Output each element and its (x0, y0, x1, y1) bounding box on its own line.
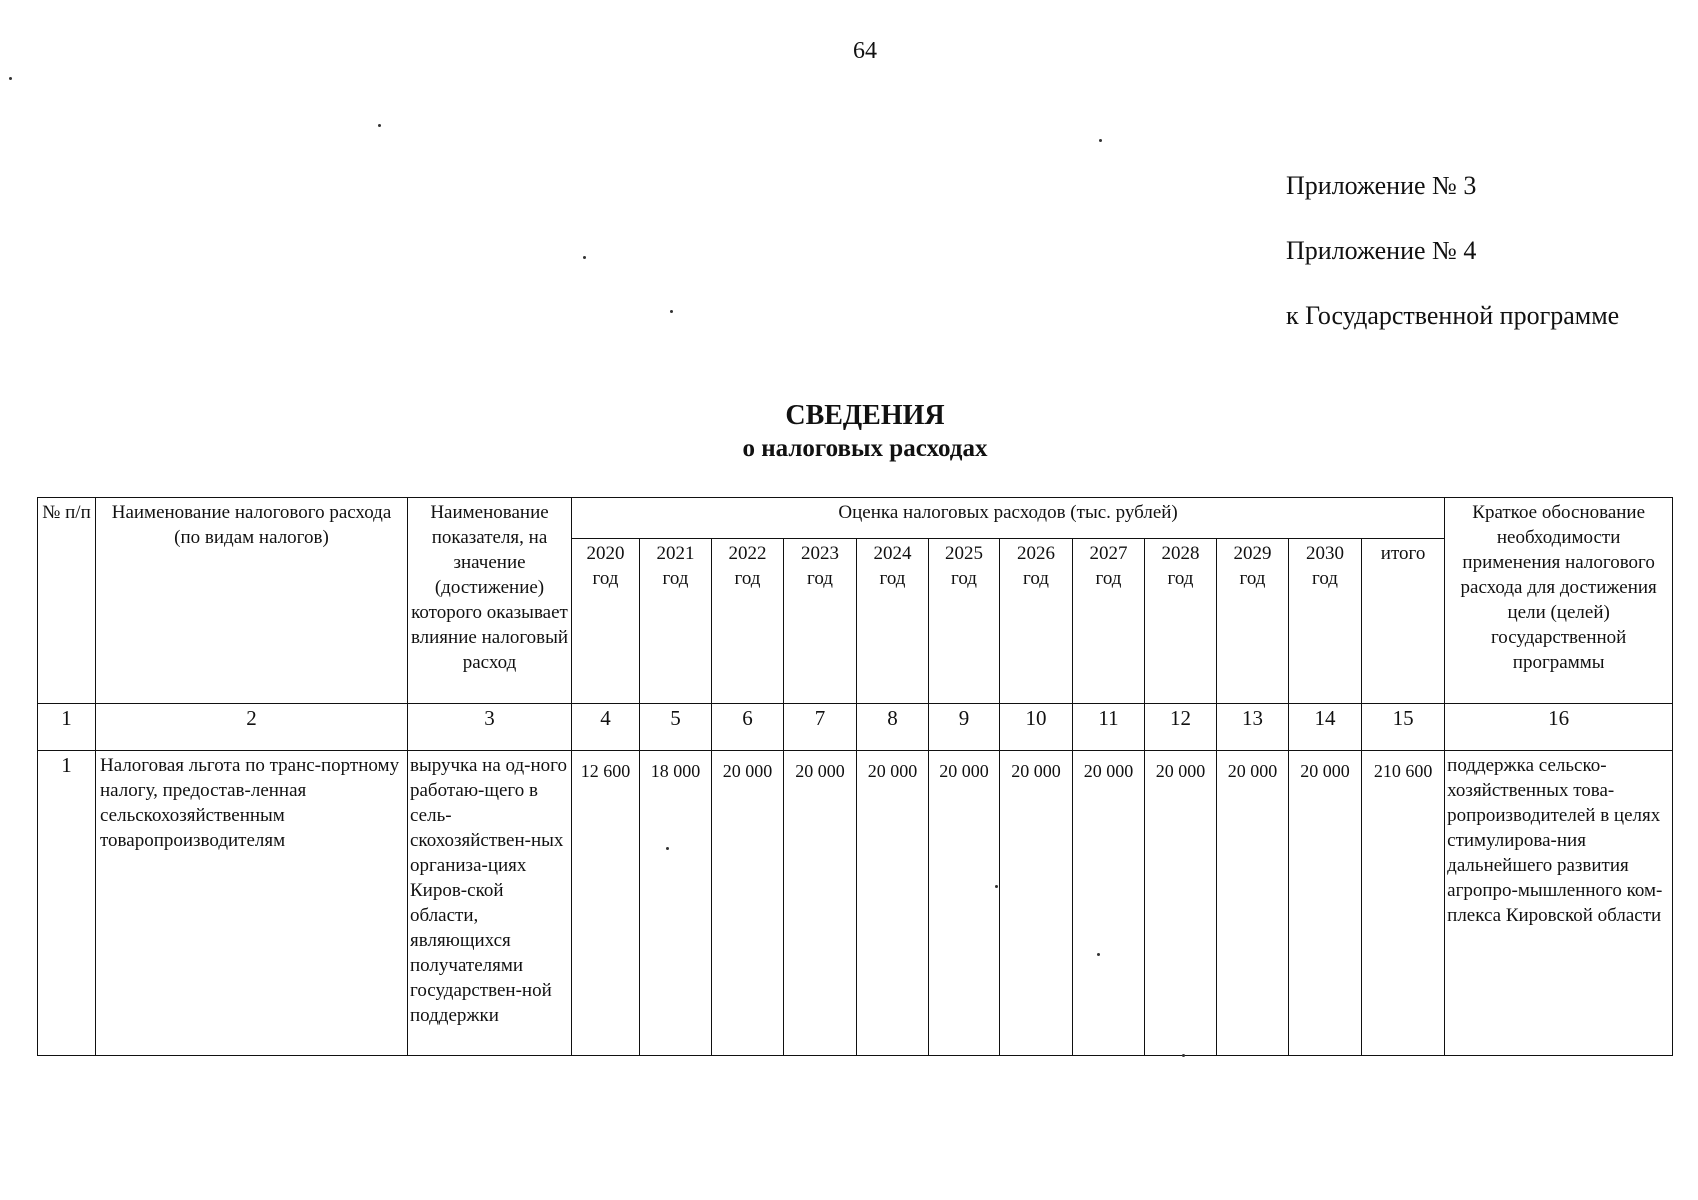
row-value-2023: 20 000 (784, 751, 857, 1056)
header-estimate: Оценка налоговых расходов (тыс. рублей) (572, 498, 1445, 539)
header-year-2029: 2029 год (1217, 539, 1289, 704)
column-number: 5 (640, 704, 712, 751)
scan-speck (378, 124, 381, 127)
row-num: 1 (38, 751, 96, 1056)
tax-expenditure-table (37, 497, 1673, 1056)
title-main: СВЕДЕНИЯ (785, 400, 945, 431)
column-number: 14 (1289, 704, 1362, 751)
column-number: 8 (857, 704, 929, 751)
header-name: Наименование налогового расхода (по видам налогов) (96, 498, 408, 704)
column-number: 16 (1445, 704, 1673, 751)
scan-speck (1099, 139, 1102, 142)
row-value-2026: 20 000 (1000, 751, 1073, 1056)
row-value-2024: 20 000 (857, 751, 929, 1056)
scan-speck (1097, 953, 1100, 956)
row-value-2021: 18 000 (640, 751, 712, 1056)
header-year-2020: 2020 год (572, 539, 640, 704)
column-number: 2 (96, 704, 408, 751)
column-number: 6 (712, 704, 784, 751)
table-row (38, 751, 1673, 1056)
column-number: 3 (408, 704, 572, 751)
header-total: итого (1362, 539, 1445, 704)
appendix-line-3: к Государственной программе (1286, 301, 1620, 330)
row-value-2030: 20 000 (1289, 751, 1362, 1056)
scan-speck (666, 847, 669, 850)
header-year-2022: 2022 год (712, 539, 784, 704)
row-justification: поддержка сельско-хозяйственных това-ропроизводителей в целях стимулирова-ния дальнейшего развития агропро-мышленного ком-плекса Кировской области (1445, 751, 1673, 1056)
column-number: 12 (1145, 704, 1217, 751)
row-value-2020: 12 600 (572, 751, 640, 1056)
header-year-2027: 2027 год (1073, 539, 1145, 704)
row-value-2027: 20 000 (1073, 751, 1145, 1056)
page-number: 64 (853, 38, 877, 64)
scan-speck (583, 256, 586, 259)
appendix-line-1: Приложение № 3 (1286, 171, 1477, 200)
header-year-2025: 2025 год (929, 539, 1000, 704)
header-year-2030: 2030 год (1289, 539, 1362, 704)
row-value-2029: 20 000 (1217, 751, 1289, 1056)
row-value-2025: 20 000 (929, 751, 1000, 1056)
header-year-2023: 2023 год (784, 539, 857, 704)
row-indicator: выручка на од-ного работаю-щего в сель-скохозяйствен-ных организа-циях Киров-ской области, являющихся получателями государствен-ной поддержки (408, 751, 572, 1056)
column-number-row (38, 704, 1673, 751)
header-year-2021: 2021 год (640, 539, 712, 704)
row-value-2028: 20 000 (1145, 751, 1217, 1056)
scan-speck (9, 77, 12, 80)
row-name: Налоговая льгота по транс-портному налогу, предостав-ленная сельскохозяйственным товаропроизводителям (96, 751, 408, 1056)
header-year-2024: 2024 год (857, 539, 929, 704)
column-number: 10 (1000, 704, 1073, 751)
row-value-2022: 20 000 (712, 751, 784, 1056)
scan-speck (995, 885, 998, 888)
header-num: № п/п (38, 498, 96, 704)
document-title (0, 399, 1698, 465)
column-number: 9 (929, 704, 1000, 751)
column-number: 4 (572, 704, 640, 751)
column-number: 7 (784, 704, 857, 751)
header-indicator: Наименование показателя, на значение (достижение) которого оказывает влияние налоговый расход (408, 498, 572, 704)
header-justification: Краткое обоснование необходимости применения налогового расхода для достижения цели (целей) государственной программы (1445, 498, 1673, 704)
scan-speck (1182, 1054, 1185, 1057)
header-year-2028: 2028 год (1145, 539, 1217, 704)
header-row-top (38, 498, 1673, 539)
title-sub: о налоговых расходах (742, 435, 988, 462)
column-number: 1 (38, 704, 96, 751)
row-value-total: 210 600 (1362, 751, 1445, 1056)
column-number: 13 (1217, 704, 1289, 751)
header-year-2026: 2026 год (1000, 539, 1073, 704)
scan-speck (670, 310, 673, 313)
column-number: 15 (1362, 704, 1445, 751)
column-number: 11 (1073, 704, 1145, 751)
appendix-line-2: Приложение № 4 (1286, 236, 1477, 265)
